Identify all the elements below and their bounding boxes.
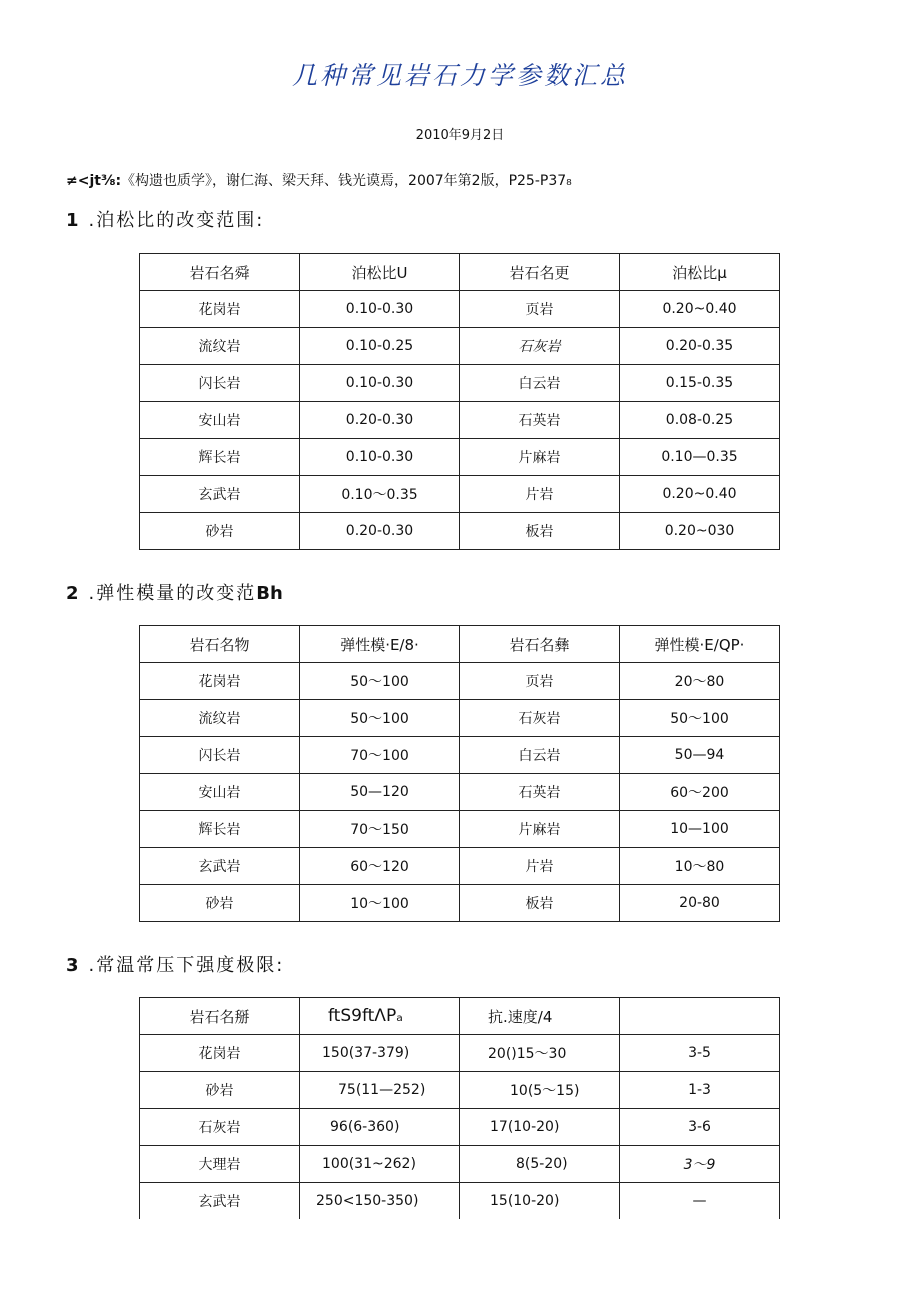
table-cell: 17(10-20) (460, 1109, 620, 1146)
table-cell: 闪长岩 (140, 365, 300, 402)
table-header-row (140, 998, 780, 1035)
table-cell: 15(10-20) (460, 1183, 620, 1220)
table-cell: 60～120 (300, 848, 460, 885)
table-cell: 96(6-360) (300, 1109, 460, 1146)
table-cell: 0.20~0.40 (620, 291, 780, 328)
table-cell: 安山岩 (140, 402, 300, 439)
table-cell: 0.10-0.30 (300, 439, 460, 476)
table-cell: 60～200 (620, 774, 780, 811)
table-cell: 70～100 (300, 737, 460, 774)
table-row (140, 476, 780, 513)
table-cell: 片麻岩 (460, 439, 620, 476)
table-cell: 3-6 (620, 1109, 780, 1146)
header-cell: 泊松比μ (620, 254, 780, 291)
table-cell: 玄武岩 (140, 476, 300, 513)
table-row (140, 848, 780, 885)
table-cell: 50～100 (620, 700, 780, 737)
table-row (140, 439, 780, 476)
table-cell: 10—100 (620, 811, 780, 848)
table-cell: — (620, 1183, 780, 1220)
table-cell: 辉长岩 (140, 811, 300, 848)
table-cell: 流纹岩 (140, 700, 300, 737)
table-cell: 玄武岩 (140, 848, 300, 885)
section-2-number: 2 (66, 583, 79, 604)
table-row (140, 1072, 780, 1109)
table-row (140, 365, 780, 402)
table-row (140, 1035, 780, 1072)
table-cell: 0.20~030 (620, 513, 780, 550)
table-row (140, 700, 780, 737)
table-cell: 3-5 (620, 1035, 780, 1072)
table-cell: 花岗岩 (140, 291, 300, 328)
table-row (140, 513, 780, 550)
table-cell: 75(11—252) (300, 1072, 460, 1109)
table-row (140, 291, 780, 328)
table-cell: 闪长岩 (140, 737, 300, 774)
table-cell: 0.10—0.35 (620, 439, 780, 476)
table-cell: 板岩 (460, 885, 620, 922)
table-cell: 片岩 (460, 476, 620, 513)
table-cell: 页岩 (460, 663, 620, 700)
table-cell: 花岗岩 (140, 663, 300, 700)
table-cell: 石英岩 (460, 774, 620, 811)
table-cell: 片岩 (460, 848, 620, 885)
table-cell: 辉长岩 (140, 439, 300, 476)
table-cell: 0.20-0.35 (620, 328, 780, 365)
table-row (140, 1183, 780, 1220)
table-header-row (140, 254, 780, 291)
table-cell: 安山岩 (140, 774, 300, 811)
table-cell: 石灰岩 (140, 1109, 300, 1146)
page-title: 几种常见岩石力学参数汇总 (291, 61, 628, 90)
reference-label: ≠<jt⅜: (66, 173, 122, 189)
table-cell: 0.15-0.35 (620, 365, 780, 402)
reference-text: 《构遗也质学》，谢仁海、梁天拜、钱光谟焉，2007年第2版，P25-P37₈ (121, 173, 572, 189)
table-row (140, 1146, 780, 1183)
table-cell: 花岗岩 (140, 1035, 300, 1072)
section-1-title: .泊松比的改变范围: (88, 210, 265, 231)
table-cell: 150(37-379) (300, 1035, 460, 1072)
header-cell: 弹性模·E∕QP· (620, 626, 780, 663)
table-cell: 石灰岩 (460, 700, 620, 737)
table-cell: 20()15～30 (460, 1035, 620, 1072)
table-cell: 砂岩 (140, 1072, 300, 1109)
table-cell: 板岩 (460, 513, 620, 550)
table-cell: 0.08-0.25 (620, 402, 780, 439)
table-row (140, 811, 780, 848)
table-cell: 3～9 (620, 1146, 780, 1183)
table-cell: 0.10-0.30 (300, 365, 460, 402)
table-cell: 片麻岩 (460, 811, 620, 848)
table-cell: 50—120 (300, 774, 460, 811)
table-cell: 玄武岩 (140, 1183, 300, 1220)
table-cell: 50～100 (300, 663, 460, 700)
header-cell: 抗.速度/4 (460, 998, 620, 1035)
table-cell: 0.10-0.25 (300, 328, 460, 365)
header-cell: 泊松比U (300, 254, 460, 291)
header-cell (620, 998, 780, 1035)
table-row (140, 402, 780, 439)
table-cell: 砂岩 (140, 885, 300, 922)
table-cell: 砂岩 (140, 513, 300, 550)
table-row (140, 328, 780, 365)
poisson-ratio-table (139, 253, 780, 550)
table-cell: 白云岩 (460, 365, 620, 402)
table-cell: 流纹岩 (140, 328, 300, 365)
header-cell: ftS9ftΛPₐ (300, 998, 460, 1035)
header-cell: 岩石名彝 (460, 626, 620, 663)
reference-line (66, 170, 572, 190)
table-cell: 1-3 (620, 1072, 780, 1109)
section-3-heading (66, 951, 284, 977)
strength-limit-table (139, 997, 780, 1219)
table-cell: 石灰岩 (460, 328, 620, 365)
table-cell: 50—94 (620, 737, 780, 774)
table-cell: 0.20-0.30 (300, 513, 460, 550)
table-cell: 白云岩 (460, 737, 620, 774)
table-cell: 50～100 (300, 700, 460, 737)
table-row (140, 774, 780, 811)
table-cell: 石英岩 (460, 402, 620, 439)
elastic-modulus-table (139, 625, 780, 922)
table-row (140, 1109, 780, 1146)
section-2-title: .弹性模量的改变范 (88, 583, 257, 604)
table-row (140, 737, 780, 774)
table-cell: 250<150-350) (300, 1183, 460, 1220)
table-cell: 0.10-0.30 (300, 291, 460, 328)
table-cell: 0.20~0.40 (620, 476, 780, 513)
section-2-title-tail: Bh (256, 583, 283, 604)
table-cell: 0.20-0.30 (300, 402, 460, 439)
section-1-number: 1 (66, 210, 79, 231)
section-1-heading (66, 206, 264, 232)
section-3-number: 3 (66, 955, 79, 976)
document-date: 2010年9月2日 (415, 128, 505, 143)
header-cell: 岩石名掰 (140, 998, 300, 1035)
table-cell: 页岩 (460, 291, 620, 328)
table-cell: 70～150 (300, 811, 460, 848)
table-cell: 20～80 (620, 663, 780, 700)
section-2-heading (66, 579, 283, 605)
section-3-title: .常温常压下强度极限: (88, 955, 285, 976)
header-cell: 弹性模·E∕8· (300, 626, 460, 663)
table-cell: 20-80 (620, 885, 780, 922)
table-cell: 10(5～15) (460, 1072, 620, 1109)
table-cell: 10～80 (620, 848, 780, 885)
header-cell: 岩石名更 (460, 254, 620, 291)
table-cell: 100(31~262) (300, 1146, 460, 1183)
table-cell: 0.10～0.35 (300, 476, 460, 513)
table-cell: 8(5-20) (460, 1146, 620, 1183)
table-cell: 10～100 (300, 885, 460, 922)
table-cell: 大理岩 (140, 1146, 300, 1183)
table-row (140, 663, 780, 700)
header-cell: 岩石名舜 (140, 254, 300, 291)
header-cell: 岩石名物 (140, 626, 300, 663)
table-header-row (140, 626, 780, 663)
table-row (140, 885, 780, 922)
